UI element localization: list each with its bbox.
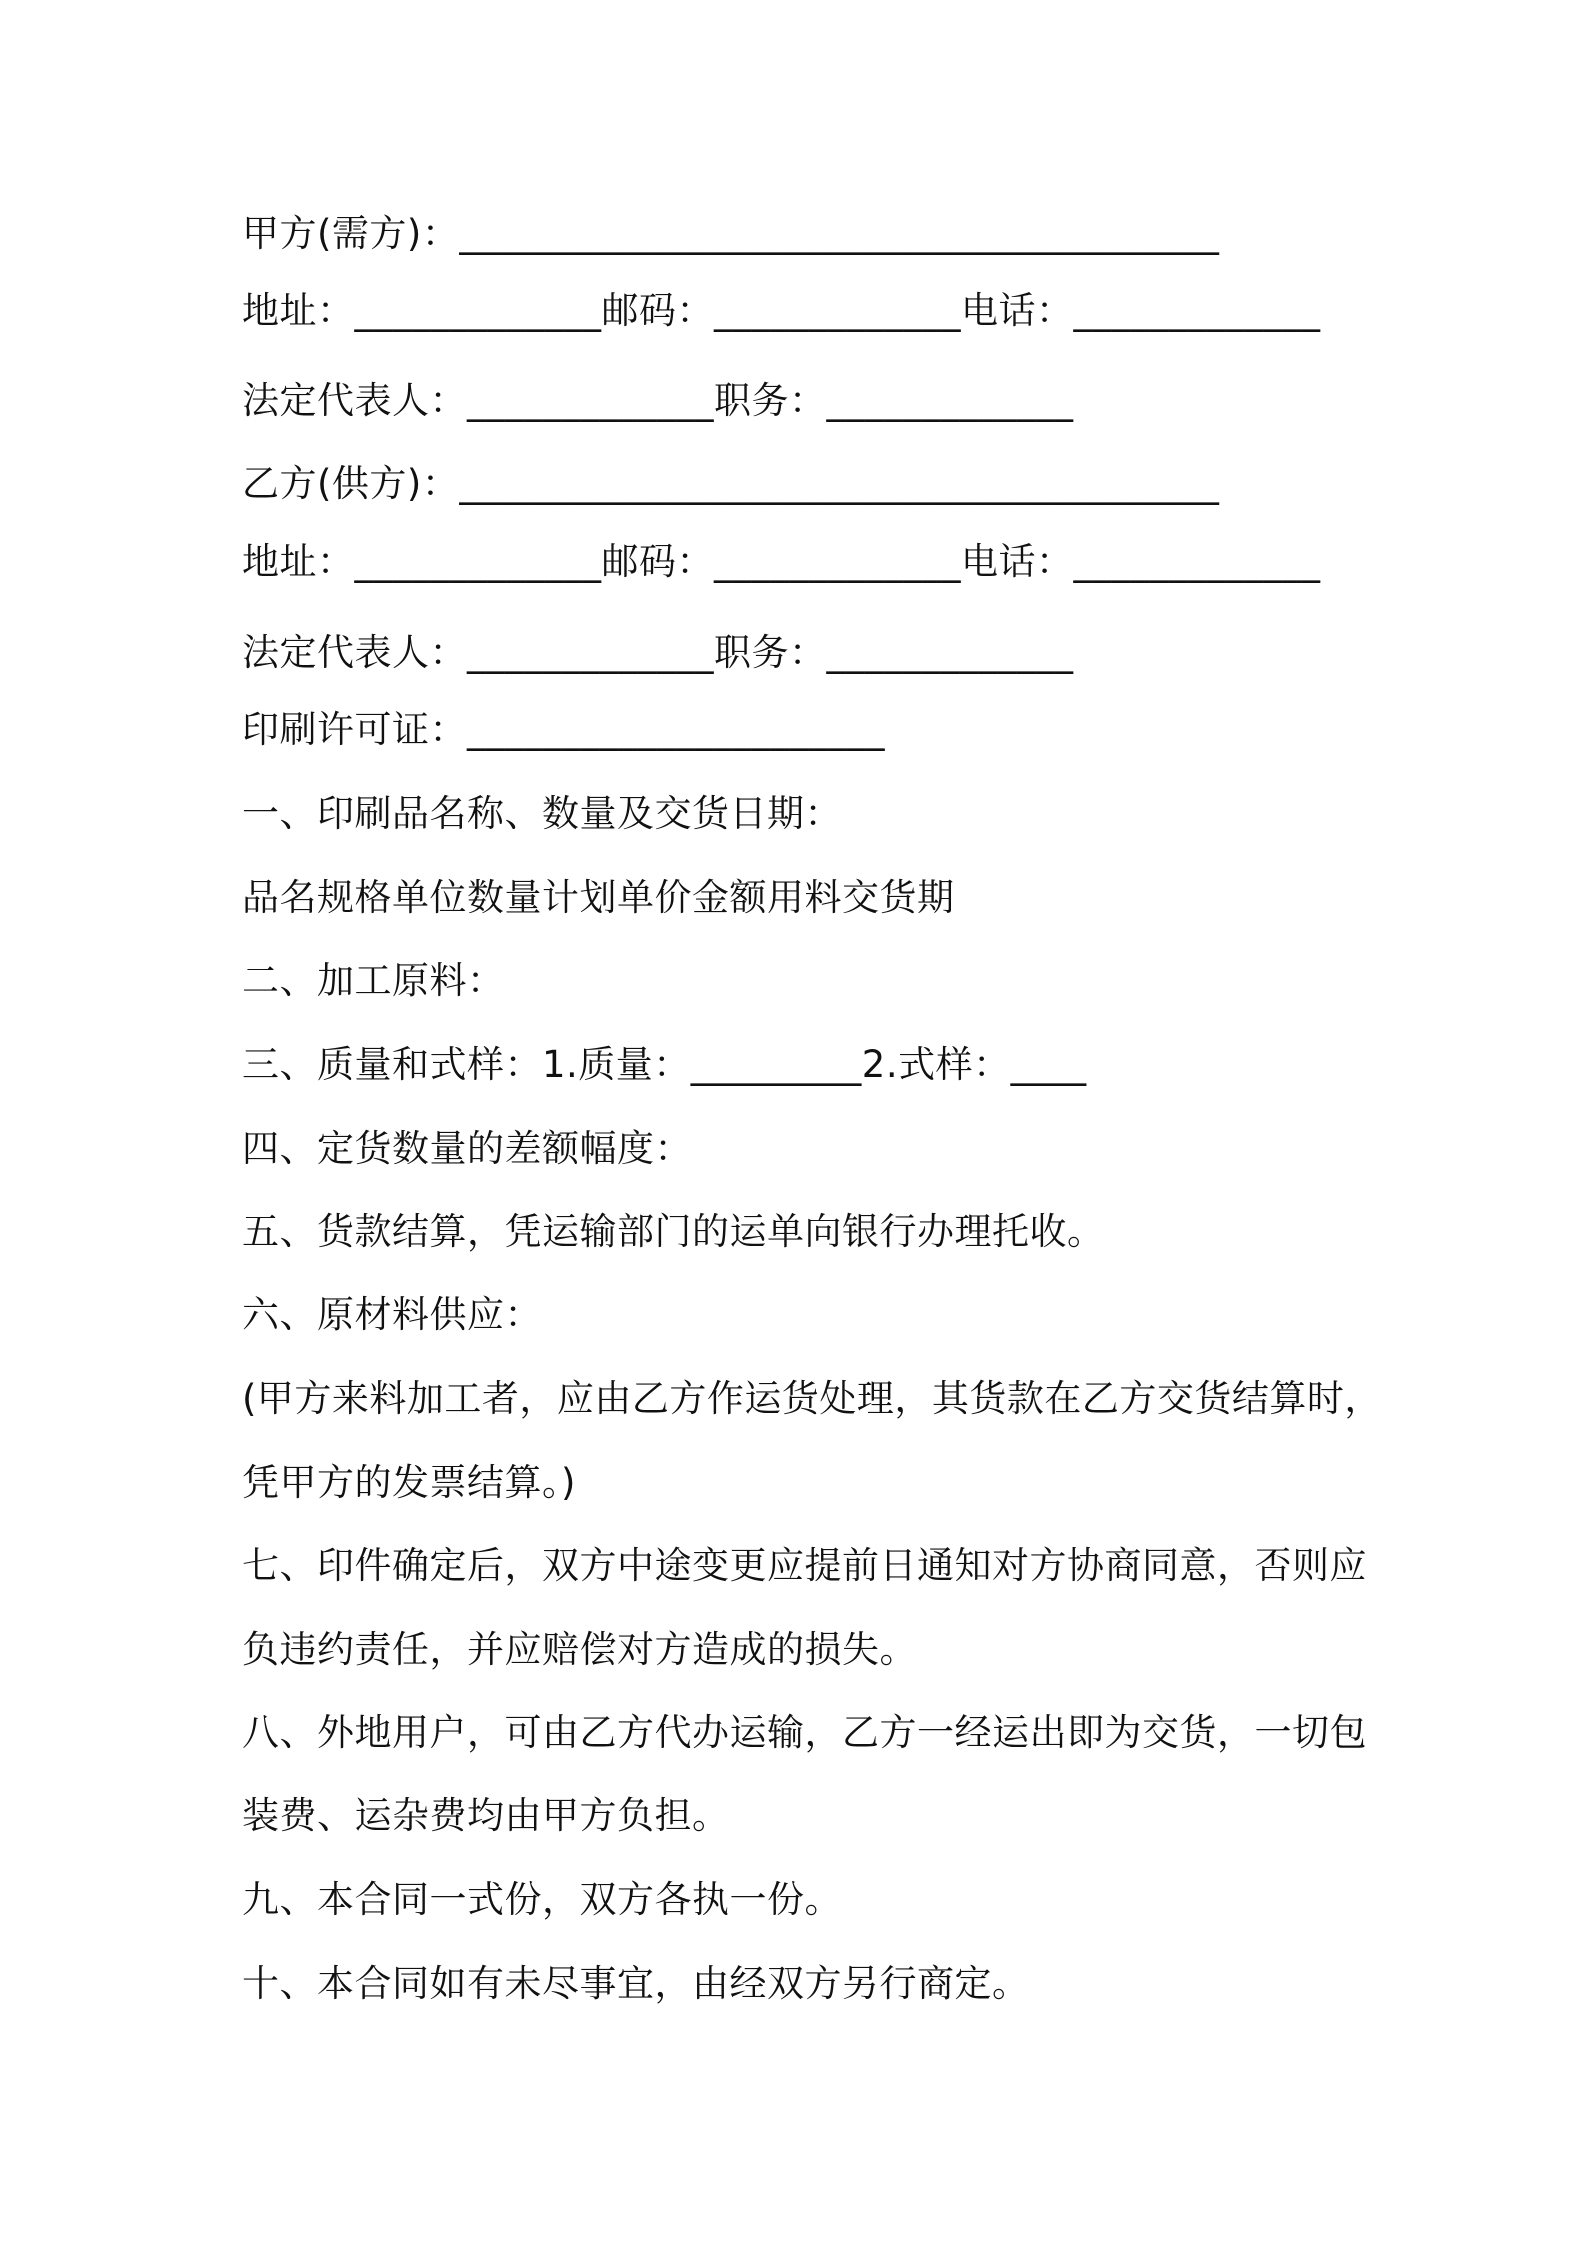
clause-6-note-line-1: (甲方来料加工者，应由乙方作运货处理，其货款在乙方交货结算时， bbox=[242, 1377, 1382, 1420]
clause-1-columns: 品名规格单位数量计划单价金额用料交货期 bbox=[242, 876, 955, 919]
clause-2-heading: 二、加工原料： bbox=[242, 959, 505, 1002]
clause-4-line: 四、定货数量的差额幅度： bbox=[242, 1127, 692, 1170]
clause-8-line-1: 八、外地用户，可由乙方代办运输，乙方一经运出即为交货，一切包 bbox=[242, 1711, 1367, 1754]
clause-10-line: 十、本合同如有未尽事宜，由经双方另行商定。 bbox=[242, 1962, 1030, 2005]
party-a-address-line: 地址：_____________邮码：_____________电话：_____________ bbox=[242, 289, 1321, 332]
party-b-representative-line: 法定代表人：_____________职务：_____________ bbox=[242, 631, 1074, 674]
party-b-address-line: 地址：_____________邮码：_____________电话：_____________ bbox=[242, 540, 1321, 583]
clause-9-line: 九、本合同一式份，双方各执一份。 bbox=[242, 1878, 842, 1921]
party-a-line: 甲方(需方)：________________________________________ bbox=[242, 212, 1220, 255]
clause-7-line-1: 七、印件确定后，双方中途变更应提前日通知对方协商同意，否则应 bbox=[242, 1544, 1367, 1587]
printing-license-line: 印刷许可证：______________________ bbox=[242, 708, 885, 751]
clause-6-note-line-2: 凭甲方的发票结算。) bbox=[242, 1461, 576, 1504]
party-a-representative-line: 法定代表人：_____________职务：_____________ bbox=[242, 379, 1074, 422]
clause-7-line-2: 负违约责任，并应赔偿对方造成的损失。 bbox=[242, 1628, 917, 1671]
clause-3-line: 三、质量和式样：1.质量：_________2.式样：____ bbox=[242, 1043, 1087, 1086]
clause-8-line-2: 装费、运杂费均由甲方负担。 bbox=[242, 1794, 730, 1837]
clause-1-heading: 一、印刷品名称、数量及交货日期： bbox=[242, 792, 842, 835]
party-b-line: 乙方(供方)：________________________________________ bbox=[242, 462, 1220, 505]
clause-5-line: 五、货款结算，凭运输部门的运单向银行办理托收。 bbox=[242, 1210, 1105, 1253]
clause-6-heading: 六、原材料供应： bbox=[242, 1293, 542, 1336]
